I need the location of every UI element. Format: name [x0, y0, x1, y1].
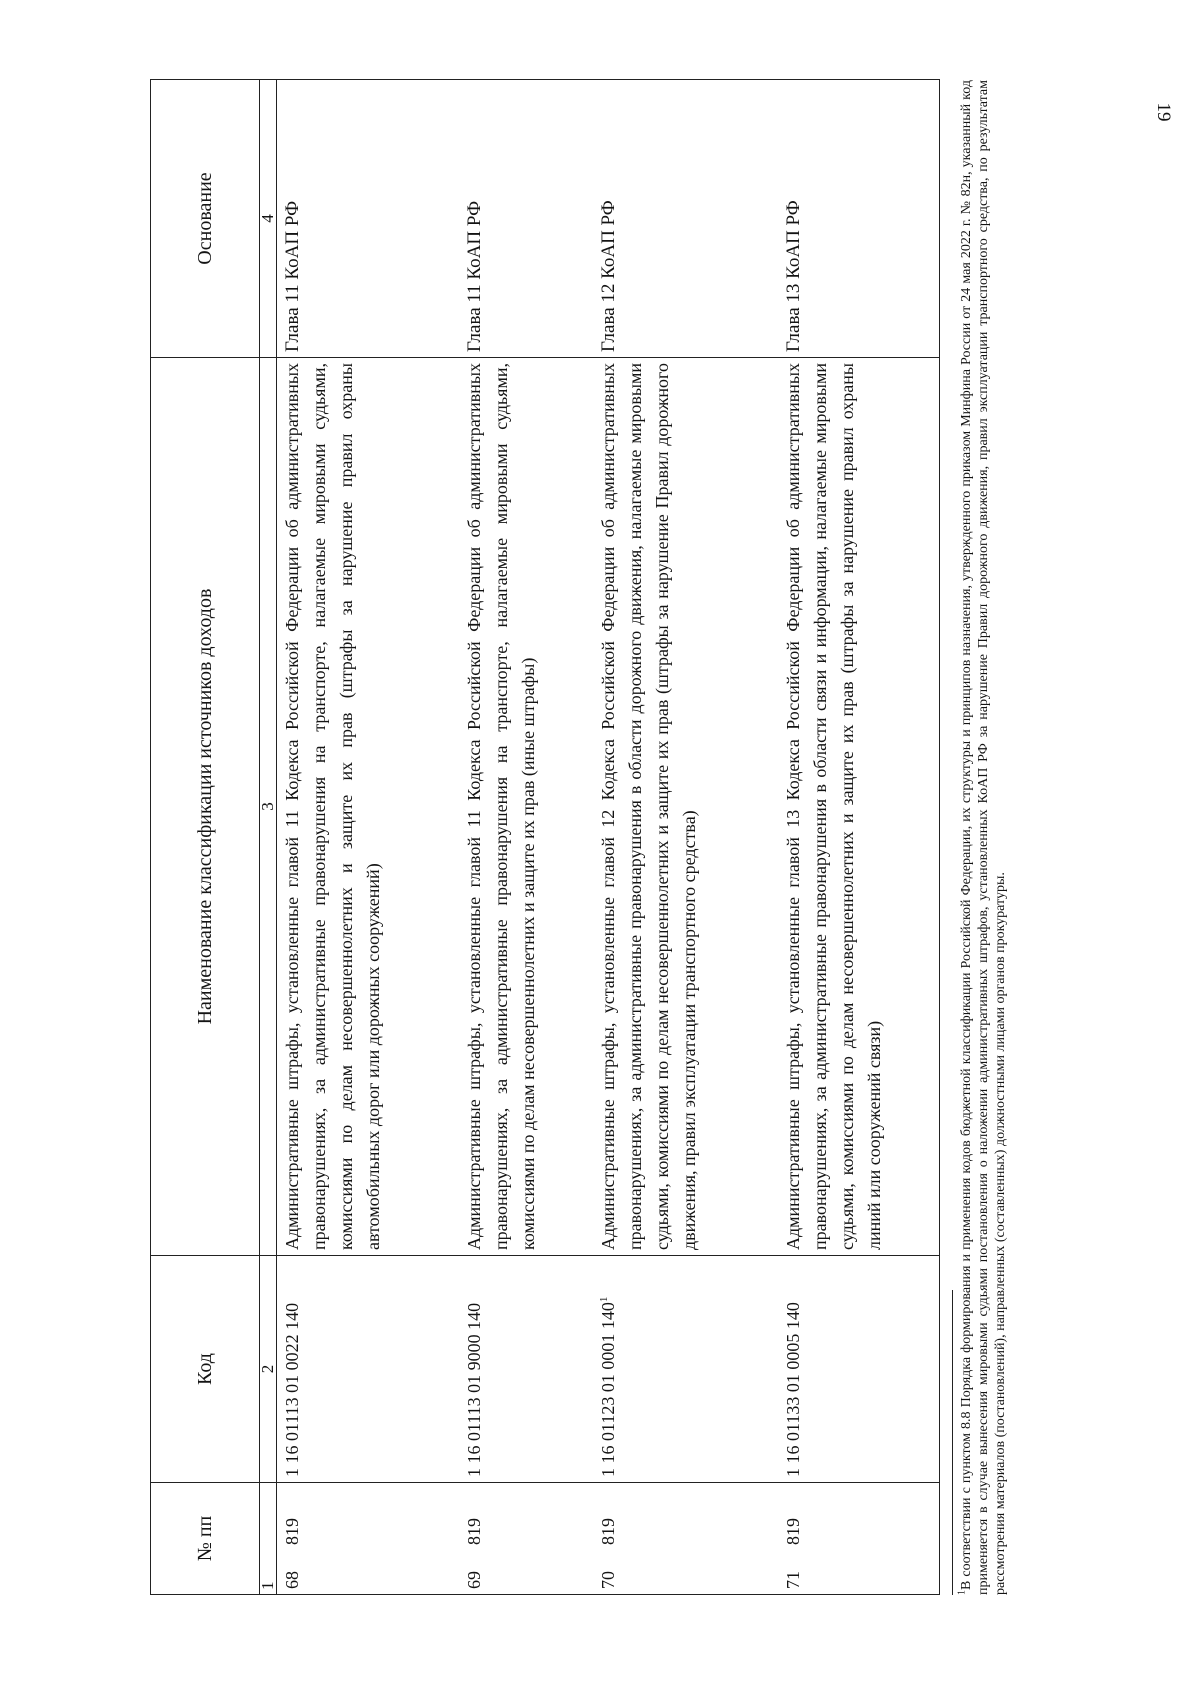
administrator-code: 819	[782, 1518, 803, 1545]
rotated-page-content	[150, 80, 1085, 1595]
revenue-name-cell: Административные штрафы, установленные главой 12 Кодекса Российской Федерации об административных правонарушениях, за административные правонарушения в области дорожного движения, налагаемые мировыми судьями, комиссиями по делам несовершеннолетних и защите их прав (штрафы за нарушение Правил дорожного движения, правил эксплуатации транспортного средства)	[595, 358, 780, 1256]
header-name: Наименование классификации источников доходов	[151, 358, 260, 1256]
header-code: Код	[151, 1256, 260, 1483]
column-number: 1	[260, 1483, 277, 1595]
basis-cell: Глава 11 КоАП РФ	[461, 80, 595, 358]
footnote-separator	[952, 1290, 953, 1595]
footnote-mark: 1	[956, 1590, 968, 1595]
basis-cell: Глава 11 КоАП РФ	[277, 80, 461, 358]
revenue-classification-table	[150, 79, 940, 1595]
row-number: 70	[597, 1571, 618, 1589]
code-cell	[595, 1256, 780, 1483]
table-row	[595, 80, 780, 1595]
administrator-code: 819	[282, 1518, 302, 1545]
footnote-mark: 1	[597, 1296, 610, 1303]
column-number-row	[260, 80, 277, 1595]
column-number: 2	[260, 1256, 277, 1483]
header-number: № пп	[151, 1483, 260, 1595]
administrator-code: 819	[597, 1518, 618, 1545]
table-row	[780, 80, 940, 1595]
table-row	[277, 80, 461, 1595]
row-number: 71	[782, 1571, 803, 1589]
budget-code: 1 16 01133 01 0005 140	[782, 1302, 803, 1477]
revenue-name-cell: Административные штрафы, установленные главой 11 Кодекса Российской Федерации об административных правонарушениях, за административные правонарушения на транспорте, налагаемые мировыми судьями, комиссиями по делам несовершеннолетних и защите их прав (штрафы за нарушение правил охраны автомобильных дорог или дорожных сооружений)	[277, 358, 461, 1256]
budget-code: 1 16 01113 01 9000 140	[463, 1302, 484, 1477]
table-header-row	[151, 80, 260, 1595]
row-number: 69	[463, 1571, 484, 1589]
row-number-cell	[780, 1483, 940, 1595]
footnote-text: В соответствии с пунктом 8.8 Порядка формирования и применения кодов бюджетной классификации Российской Федерации, их структуры и принципов назначения, утвержденного приказом Минфина России от 24 мая 2022 г. № 82н, указанный код применяется в случае вынесения мировыми судьями постановления о наложении административных штрафов, установленных КоАП РФ за нарушение Правил дорожного движения, правил эксплуатации транспортного средства, по результатам рассмотрения материалов (постановлений), направленных (составленных) должностными лицами органов прокуратуры.	[959, 80, 1008, 1595]
row-number-cell	[461, 1483, 595, 1595]
row-number-cell	[277, 1483, 461, 1595]
footnote	[958, 80, 1009, 1595]
page-number: 19	[1153, 102, 1174, 122]
row-number-cell	[595, 1483, 780, 1595]
header-basis: Основание	[151, 80, 260, 358]
row-number: 68	[282, 1571, 302, 1589]
revenue-name-cell: Административные штрафы, установленные главой 11 Кодекса Российской Федерации об административных правонарушениях, за административные правонарушения на транспорте, налагаемые мировыми судьями, комиссиями по делам несовершеннолетних и защите их прав (иные штрафы)	[461, 358, 595, 1256]
basis-cell: Глава 13 КоАП РФ	[780, 80, 940, 358]
administrator-code: 819	[463, 1518, 484, 1545]
code-cell	[461, 1256, 595, 1483]
table-row	[461, 80, 595, 1595]
column-number: 4	[260, 80, 277, 358]
revenue-name-cell: Административные штрафы, установленные главой 13 Кодекса Российской Федерации об административных правонарушениях, за административные правонарушения в области связи и информации, налагаемые мировыми судьями, комиссиями по делам несовершеннолетних и защите их прав (штрафы за нарушение правил охраны линий или сооружений связи)	[780, 358, 940, 1256]
basis-cell: Глава 12 КоАП РФ	[595, 80, 780, 358]
column-number: 3	[260, 358, 277, 1256]
code-cell	[780, 1256, 940, 1483]
code-cell	[277, 1256, 461, 1483]
budget-code: 1 16 01123 01 0001 140	[597, 1302, 618, 1477]
budget-code: 1 16 01113 01 0022 140	[282, 1302, 302, 1477]
